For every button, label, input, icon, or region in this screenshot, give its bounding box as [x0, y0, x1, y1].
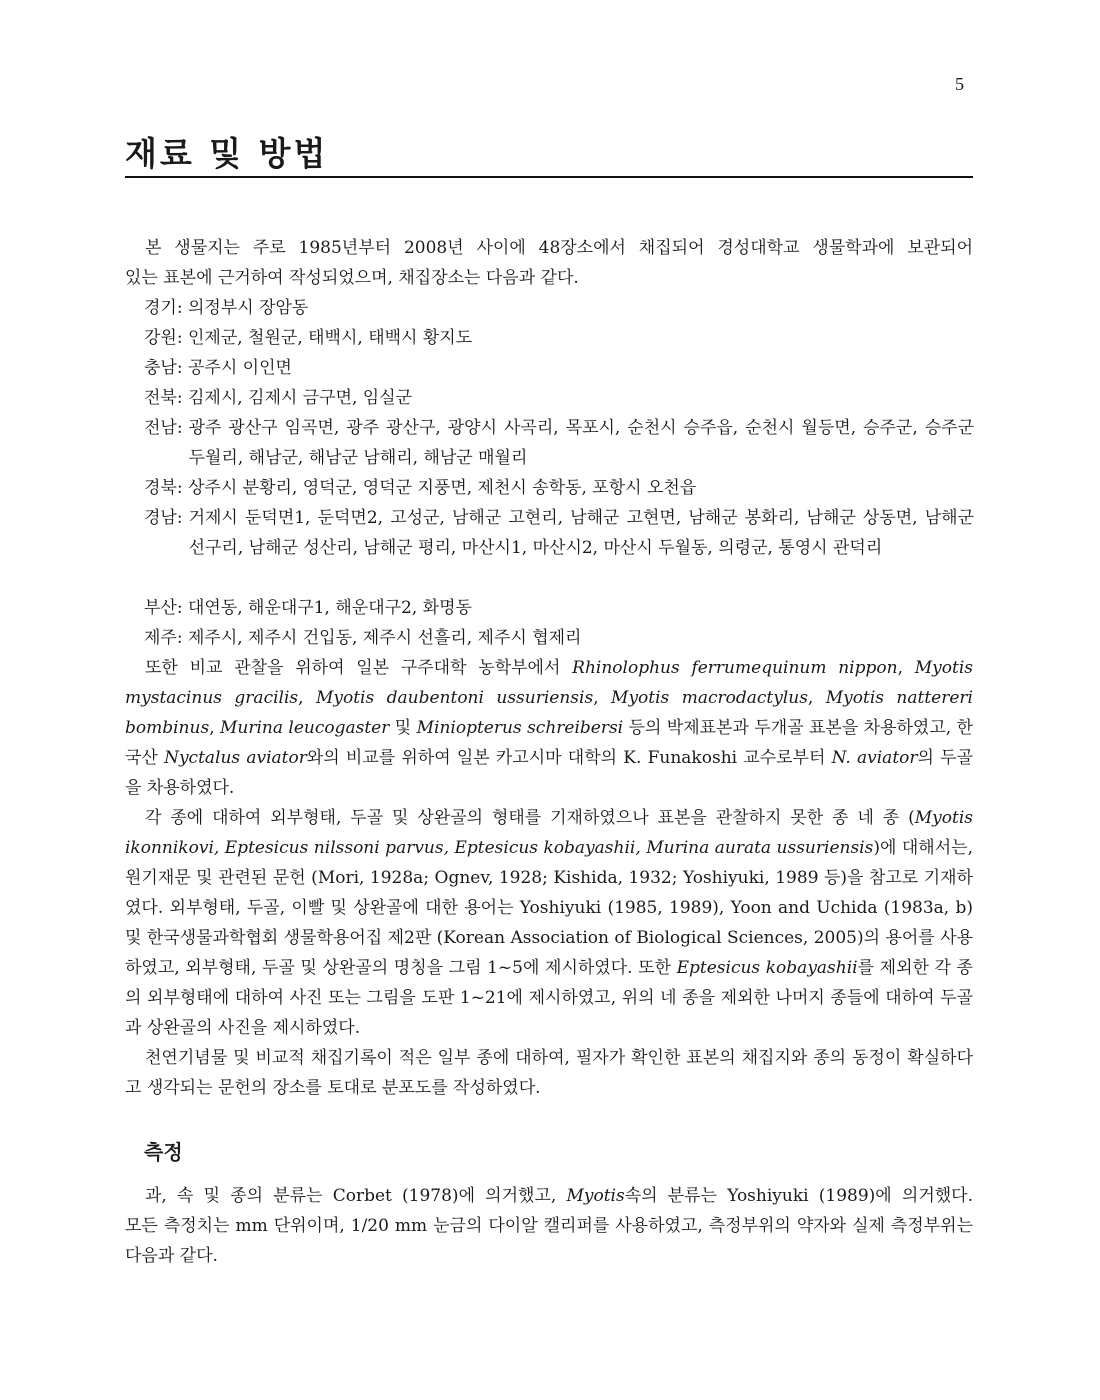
locality-sites: 거제시 둔덕면1, 둔덕면2, 고성군, 남해군 고현리, 남해군 고현면, 남해군 봉화리, 남해군 상동면, 남해군 선구리, 남해군 성산리, 남해군 평리, 마산시1, 마산시2, 마산시 두월동, 의령군, 통영시 관덕리: [188, 508, 974, 558]
locality-province: 전남:: [144, 418, 183, 438]
species-name: N. aviator: [831, 748, 918, 768]
title-rule: [125, 176, 973, 178]
locality-sites: 공주시 이인면: [187, 358, 292, 378]
text-run: 와의 비교를 위하여 일본 카고시마 대학의 K. Funakoshi 교수로부터: [306, 748, 832, 768]
text-run: 의 두골을 차용하였다.: [125, 748, 973, 798]
locality-item: [144, 623, 974, 653]
locality-province: 충남:: [144, 358, 183, 378]
text-run: ,: [298, 688, 316, 708]
text-run: 및: [389, 718, 417, 738]
section-subheading: 측정: [144, 1140, 183, 1164]
locality-item: [144, 323, 974, 353]
text-run: ,: [209, 718, 220, 738]
locality-province: 강원:: [144, 328, 183, 348]
locality-item: [144, 503, 974, 563]
text-run: ,: [807, 688, 826, 708]
locality-sites: 대연동, 해운대구1, 해운대구2, 화명동: [187, 598, 472, 618]
locality-item: [144, 353, 974, 383]
page-title: 재료 및 방법: [125, 134, 329, 173]
text-run: 각 종에 대하여 외부형태, 두골 및 상완골의 형태를 기재하였으나 표본을 관찰하지 못한 종 네 종 (: [145, 808, 915, 828]
text-run: ,: [593, 688, 612, 708]
comparison-paragraph: [125, 653, 973, 803]
text-run: ,: [897, 658, 915, 678]
locality-item: [144, 593, 974, 623]
species-name: Miniopterus schreibersi: [416, 718, 624, 738]
description-paragraph: [125, 803, 973, 1043]
species-name: Myotis macrodactylus: [611, 688, 808, 708]
text-run: )에 대해서는, 원기재문 및 관련된 문헌 (Mori, 1928a; Ognev, 1928; Kishida, 1932; Yoshiyuki, 1989 등)을 참고로 기재하였다. 외부형태, 두골, 이빨 및 상완골에 대한 용어는 Yoshiyuki (1985, 1989), Yoon and Uchida (1983a, b) 및 한국생물과학협회 생물학용어집 제2판 (Korean Association of Biological Sciences, 2005)의 용어를 사용하였고, 외부형태, 두골 및 상완골의 명칭을 그림 1~5에 제시하였다. 또한: [125, 838, 973, 978]
locality-sites: 광주 광산구 임곡면, 광주 광산구, 광양시 사곡리, 목포시, 순천시 승주읍, 순천시 월등면, 승주군, 승주군 두월리, 해남군, 해남군 남해리, 해남군 매월리: [188, 418, 974, 468]
distribution-paragraph: 천연기념물 및 비교적 채집기록이 적은 일부 종에 대하여, 필자가 확인한 표본의 채집지와 종의 동정이 확실하다고 생각되는 문헌의 장소를 토대로 분포도를 작성하였다.: [125, 1048, 973, 1098]
text-run: 등의 박제표본과 두개골 표본을 차용하였고, 한국산: [125, 718, 973, 768]
measurement-line-2: 모든 측정치는 mm 단위이며, 1/20 mm 눈금의 다이알 캘리퍼를 사용하였고, 측정부위의 약자와 실제 측정부위는 다음과 같다.: [125, 1216, 973, 1266]
species-name: Eptesicus kobayashii: [676, 958, 858, 978]
intro-line-2: 있는 표본에 근거하여 작성되었으며, 채집장소는 다음과 같다.: [125, 268, 579, 288]
text-run: 속의 분류는 Yoshiyuki (1989)에 의거했다.: [624, 1186, 973, 1206]
locality-sites: 의정부시 장암동: [187, 298, 309, 318]
locality-item: [144, 293, 974, 323]
text-run: 또한 비교 관찰을 위하여 일본 구주대학 농학부에서: [145, 658, 573, 678]
measurement-paragraph: [125, 1181, 973, 1271]
text-run: 과, 속 및 종의 분류는 Corbet (1978)에 의거했고,: [145, 1186, 567, 1206]
intro-paragraph: [125, 233, 973, 293]
species-name: Myotis daubentoni ussuriensis: [315, 688, 594, 708]
measurement-line-1: [125, 1181, 973, 1211]
locality-province: 경남:: [144, 508, 183, 528]
species-name: Myotis mystacinus gracilis: [125, 658, 973, 708]
locality-item: [144, 413, 974, 473]
genus-name: Myotis: [566, 1186, 625, 1206]
locality-sites: 인제군, 철원군, 태백시, 태백시 황지도: [187, 328, 473, 348]
locality-province: 부산:: [144, 598, 183, 618]
species-list: Myotis ikonnikovi, Eptesicus nilssoni parvus, Eptesicus kobayashii, Murina aurata ussuriensis: [125, 808, 973, 858]
locality-item: [144, 473, 974, 503]
locality-province: 전북:: [144, 388, 183, 408]
locality-sites: 상주시 분황리, 영덕군, 영덕군 지풍면, 제천시 송학동, 포항시 오천읍: [187, 478, 697, 498]
intro-line-1: 본 생물지는 주로 1985년부터 2008년 사이에 48장소에서 채집되어 경성대학교 생물학과에 보관되어: [145, 238, 973, 258]
species-name: Murina leucogaster: [220, 718, 390, 738]
species-name: Rhinolophus ferrumequinum nippon: [572, 658, 898, 678]
locality-sites: 김제시, 김제시 금구면, 임실군: [187, 388, 413, 408]
locality-province: 제주:: [144, 628, 183, 648]
locality-province: 경북:: [144, 478, 183, 498]
species-name: Nyctalus aviator: [164, 748, 307, 768]
page-number: 5: [955, 74, 964, 94]
locality-province: 경기:: [144, 298, 183, 318]
locality-sites: 제주시, 제주시 건입동, 제주시 선흘리, 제주시 협제리: [187, 628, 582, 648]
text-run: 를 제외한 각 종의 외부형태에 대하여 사진 또는 그림을 도판 1~21에 제시하였고, 위의 네 종을 제외한 나머지 종들에 대하여 두골과 상완골의 사진을 제시하였다.: [125, 958, 973, 1038]
locality-item: [144, 383, 974, 413]
species-name: Myotis nattereri bombinus: [125, 688, 973, 738]
